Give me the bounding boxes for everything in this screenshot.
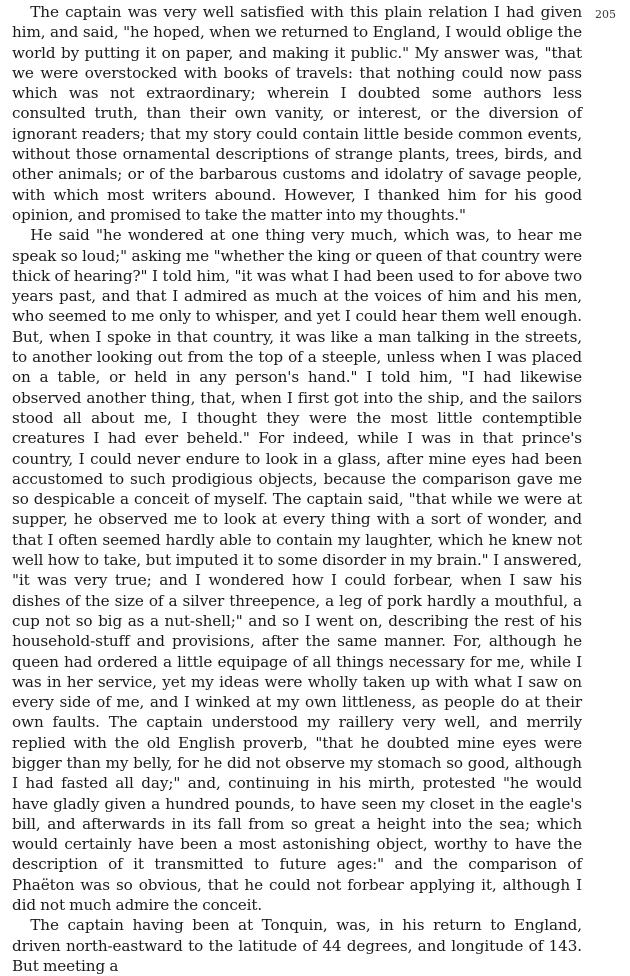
page-number: 205 xyxy=(595,8,616,21)
body-text xyxy=(12,2,582,976)
paragraph-speak-loud: He said "he wondered at one thing very much, which was, to hear me speak so loud;" asking me "whether the king or queen of that country were thick of hearing?" I told him, "it was what I had been used to for above two years past, and that I admired as much at the voices of him and his men, who seemed to me only to whisper, and yet I could hear them well enough. But, when I spoke in that country, it was like a man talking in the streets, to another looking out from the top of a steeple, unless when I was placed on a table, or held in any person's hand." I told him, "I had likewise observed another thing, that, when I first got into the ship, and the sailors stood all about me, I thought they were the most little contemptible creatures I had ever beheld." For indeed, while I was in that prince's country, I could never endure to look in a glass, after mine eyes had been accustomed to such prodigious objects, because the comparison gave me so despicable a conceit of myself. The captain said, "that while we were at supper, he observed me to look at every thing with a sort of wonder, and that I often seemed hardly able to contain my laughter, which he knew not well how to take, but imputed it to some disorder in my brain." I answered, "it was very true; and I wondered how I could forbear, when I saw his dishes of the size of a silver threepence, a leg of pork hardly a mouthful, a cup not so big as a nut-shell;" and so I went on, describing the rest of his household-stuff and provisions, after the same manner. For, although he queen had ordered a little equipage of all things necessary for me, while I was in her service, yet my ideas were wholly taken up with what I saw on every side of me, and I winked at my own littleness, as people do at their own faults. The captain understood my raillery very well, and merrily replied with the old English proverb, "that he doubted mine eyes were bigger than my belly, for he did not observe my stomach so good, although I had fasted all day;" and, continuing in his mirth, protested "he would have gladly given a hundred pounds, to have seen my closet in the eagle's bill, and afterwards in its fall from so great a height into the sea; which would certainly have been a most astonishing object, worthy to have the description of it transmitted to future ages:" and the comparison of Phaëton was so obvious, that he could not forbear applying it, although I did not much admire the conceit. xyxy=(12,226,582,915)
paragraph-captain-satisfied: The captain was very well satisfied with this plain relation I had given him, and said, "he hoped, when we returned to England, I would oblige the world by putting it on paper, and making it public." My answer was, "that we were overstocked with books of travels: that nothing could now pass which was not extraordinary; wherein I doubted some authors less consulted truth, than their own vanity, or interest, or the diversion of ignorant readers; that my story could contain little beside common events, without those ornamental descriptions of strange plants, trees, birds, and other animals; or of the barbarous customs and idolatry of savage people, with which most writers abound. However, I thanked him for his good opinion, and promised to take the matter into my thoughts." xyxy=(12,3,582,224)
paragraph-tonquin: The captain having been at Tonquin, was, in his return to England, driven north-eastward to the latitude of 44 degrees, and longitude of 143. But meeting a xyxy=(12,916,582,975)
